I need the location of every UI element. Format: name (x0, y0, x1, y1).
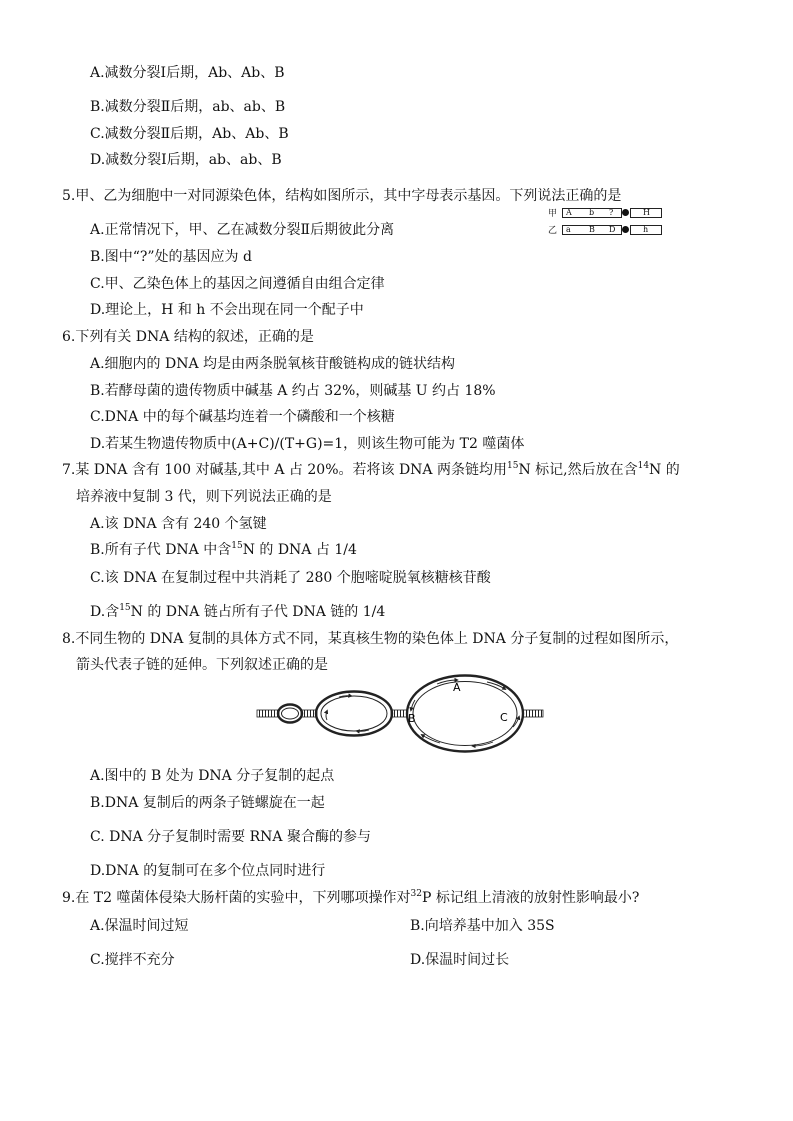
chromosome-yi-label: 乙 (548, 226, 558, 236)
q9-option-a: A.保温时间过短 (90, 918, 189, 934)
q9-option-d: D.保温时间过长 (410, 952, 510, 968)
gene-label: ? (609, 208, 614, 217)
q9-stem: 9.在 T2 噬菌体侵染大肠杆菌的实验中，下列哪项操作对$^{32}$P 标记组上清液的放射性影响最小? (62, 889, 640, 906)
q8-stem-line2: 箭头代表子链的延伸。下列叙述正确的是 (76, 657, 328, 673)
gene-label: H (643, 208, 650, 217)
q8-option-a: A.图中的 B 处为 DNA 分子复制的起点 (90, 768, 335, 784)
q8-option-b: B.DNA 复制后的两条子链螺旋在一起 (90, 795, 325, 811)
gene-label: A (566, 208, 572, 217)
q9-option-c: C.搅拌不充分 (90, 952, 175, 968)
q7-stem-line2: 培养液中复制 3 代，则下列说法正确的是 (76, 489, 332, 505)
gene-label: B (589, 225, 595, 234)
gene-label: h (643, 225, 649, 234)
point-a-label: A (453, 681, 461, 694)
q9-option-b: B.向培养基中加入 35S (410, 918, 555, 934)
q4-option-c: C.减数分裂Ⅱ后期，Ab、Ab、B (90, 126, 289, 142)
centromere (622, 226, 629, 233)
q5-option-b: B.图中“?”处的基因应为 d (90, 249, 252, 265)
q5-stem: 5.甲、乙为细胞中一对同源染色体，结构如图所示，其中字母表示基因。下列说法正确的是 (62, 188, 622, 204)
q5-option-d: D.理论上，H 和 h 不会出现在同一个配子中 (90, 302, 364, 318)
q7-option-a: A.该 DNA 含有 240 个氢键 (90, 516, 267, 532)
q5-option-a: A.正常情况下，甲、乙在减数分裂Ⅱ后期彼此分离 (90, 222, 395, 238)
gene-label: a (566, 225, 571, 234)
q4-option-d: D.减数分裂Ⅰ后期，ab、ab、B (90, 152, 282, 168)
chromosome-jia-label: 甲 (548, 209, 558, 219)
q4-option-a: A.减数分裂Ⅰ后期，Ab、Ab、B (90, 65, 285, 81)
point-b-label: B (408, 712, 416, 725)
gene-label: b (589, 208, 595, 217)
q6-option-b: B.若酵母菌的遗传物质中碱基 A 约占 32%，则碱基 U 约占 18% (90, 383, 496, 399)
q8-option-d: D.DNA 的复制可在多个位点同时进行 (90, 863, 326, 879)
q6-option-a: A.细胞内的 DNA 均是由两条脱氧核苷酸链构成的链状结构 (90, 356, 456, 372)
chromosome-jia (548, 208, 662, 218)
q7-option-c: C.该 DNA 在复制过程中共消耗了 280 个胞嘧啶脱氧核糖核苷酸 (90, 570, 491, 586)
q7-stem-line1: 7.某 DNA 含有 100 对碱基,其中 A 占 20%。若将该 DNA 两条链均用$^{15}$N 标记,然后放在含$^{14}$N 的 (62, 461, 680, 478)
q8-option-c: C. DNA 分子复制时需要 RNA 聚合酶的参与 (90, 829, 371, 845)
q4-option-b: B.减数分裂Ⅱ后期，ab、ab、B (90, 99, 286, 115)
q8-stem-line1: 8.不同生物的 DNA 复制的具体方式不同，某真核生物的染色体上 DNA 分子复制的过程如图所示， (62, 631, 679, 647)
dna-replication-figure (255, 672, 545, 760)
q7-option-d: D.含$^{15}$N 的 DNA 链占所有子代 DNA 链的 1/4 (90, 603, 386, 620)
q6-option-c: C.DNA 中的每个碱基均连着一个磷酸和一个核糖 (90, 409, 395, 425)
centromere (622, 209, 629, 216)
q5-option-c: C.甲、乙染色体上的基因之间遵循自由组合定律 (90, 276, 385, 292)
point-c-label: C (500, 711, 508, 724)
q6-option-d: D.若某生物遗传物质中(A+C)/(T+G)=1，则该生物可能为 T2 噬菌体 (90, 436, 525, 452)
q7-option-b: B.所有子代 DNA 中含$^{15}$N 的 DNA 占 1/4 (90, 541, 357, 558)
q6-stem: 6.下列有关 DNA 结构的叙述，正确的是 (62, 329, 314, 345)
chromosome-yi (548, 225, 662, 235)
gene-label: D (609, 225, 616, 234)
